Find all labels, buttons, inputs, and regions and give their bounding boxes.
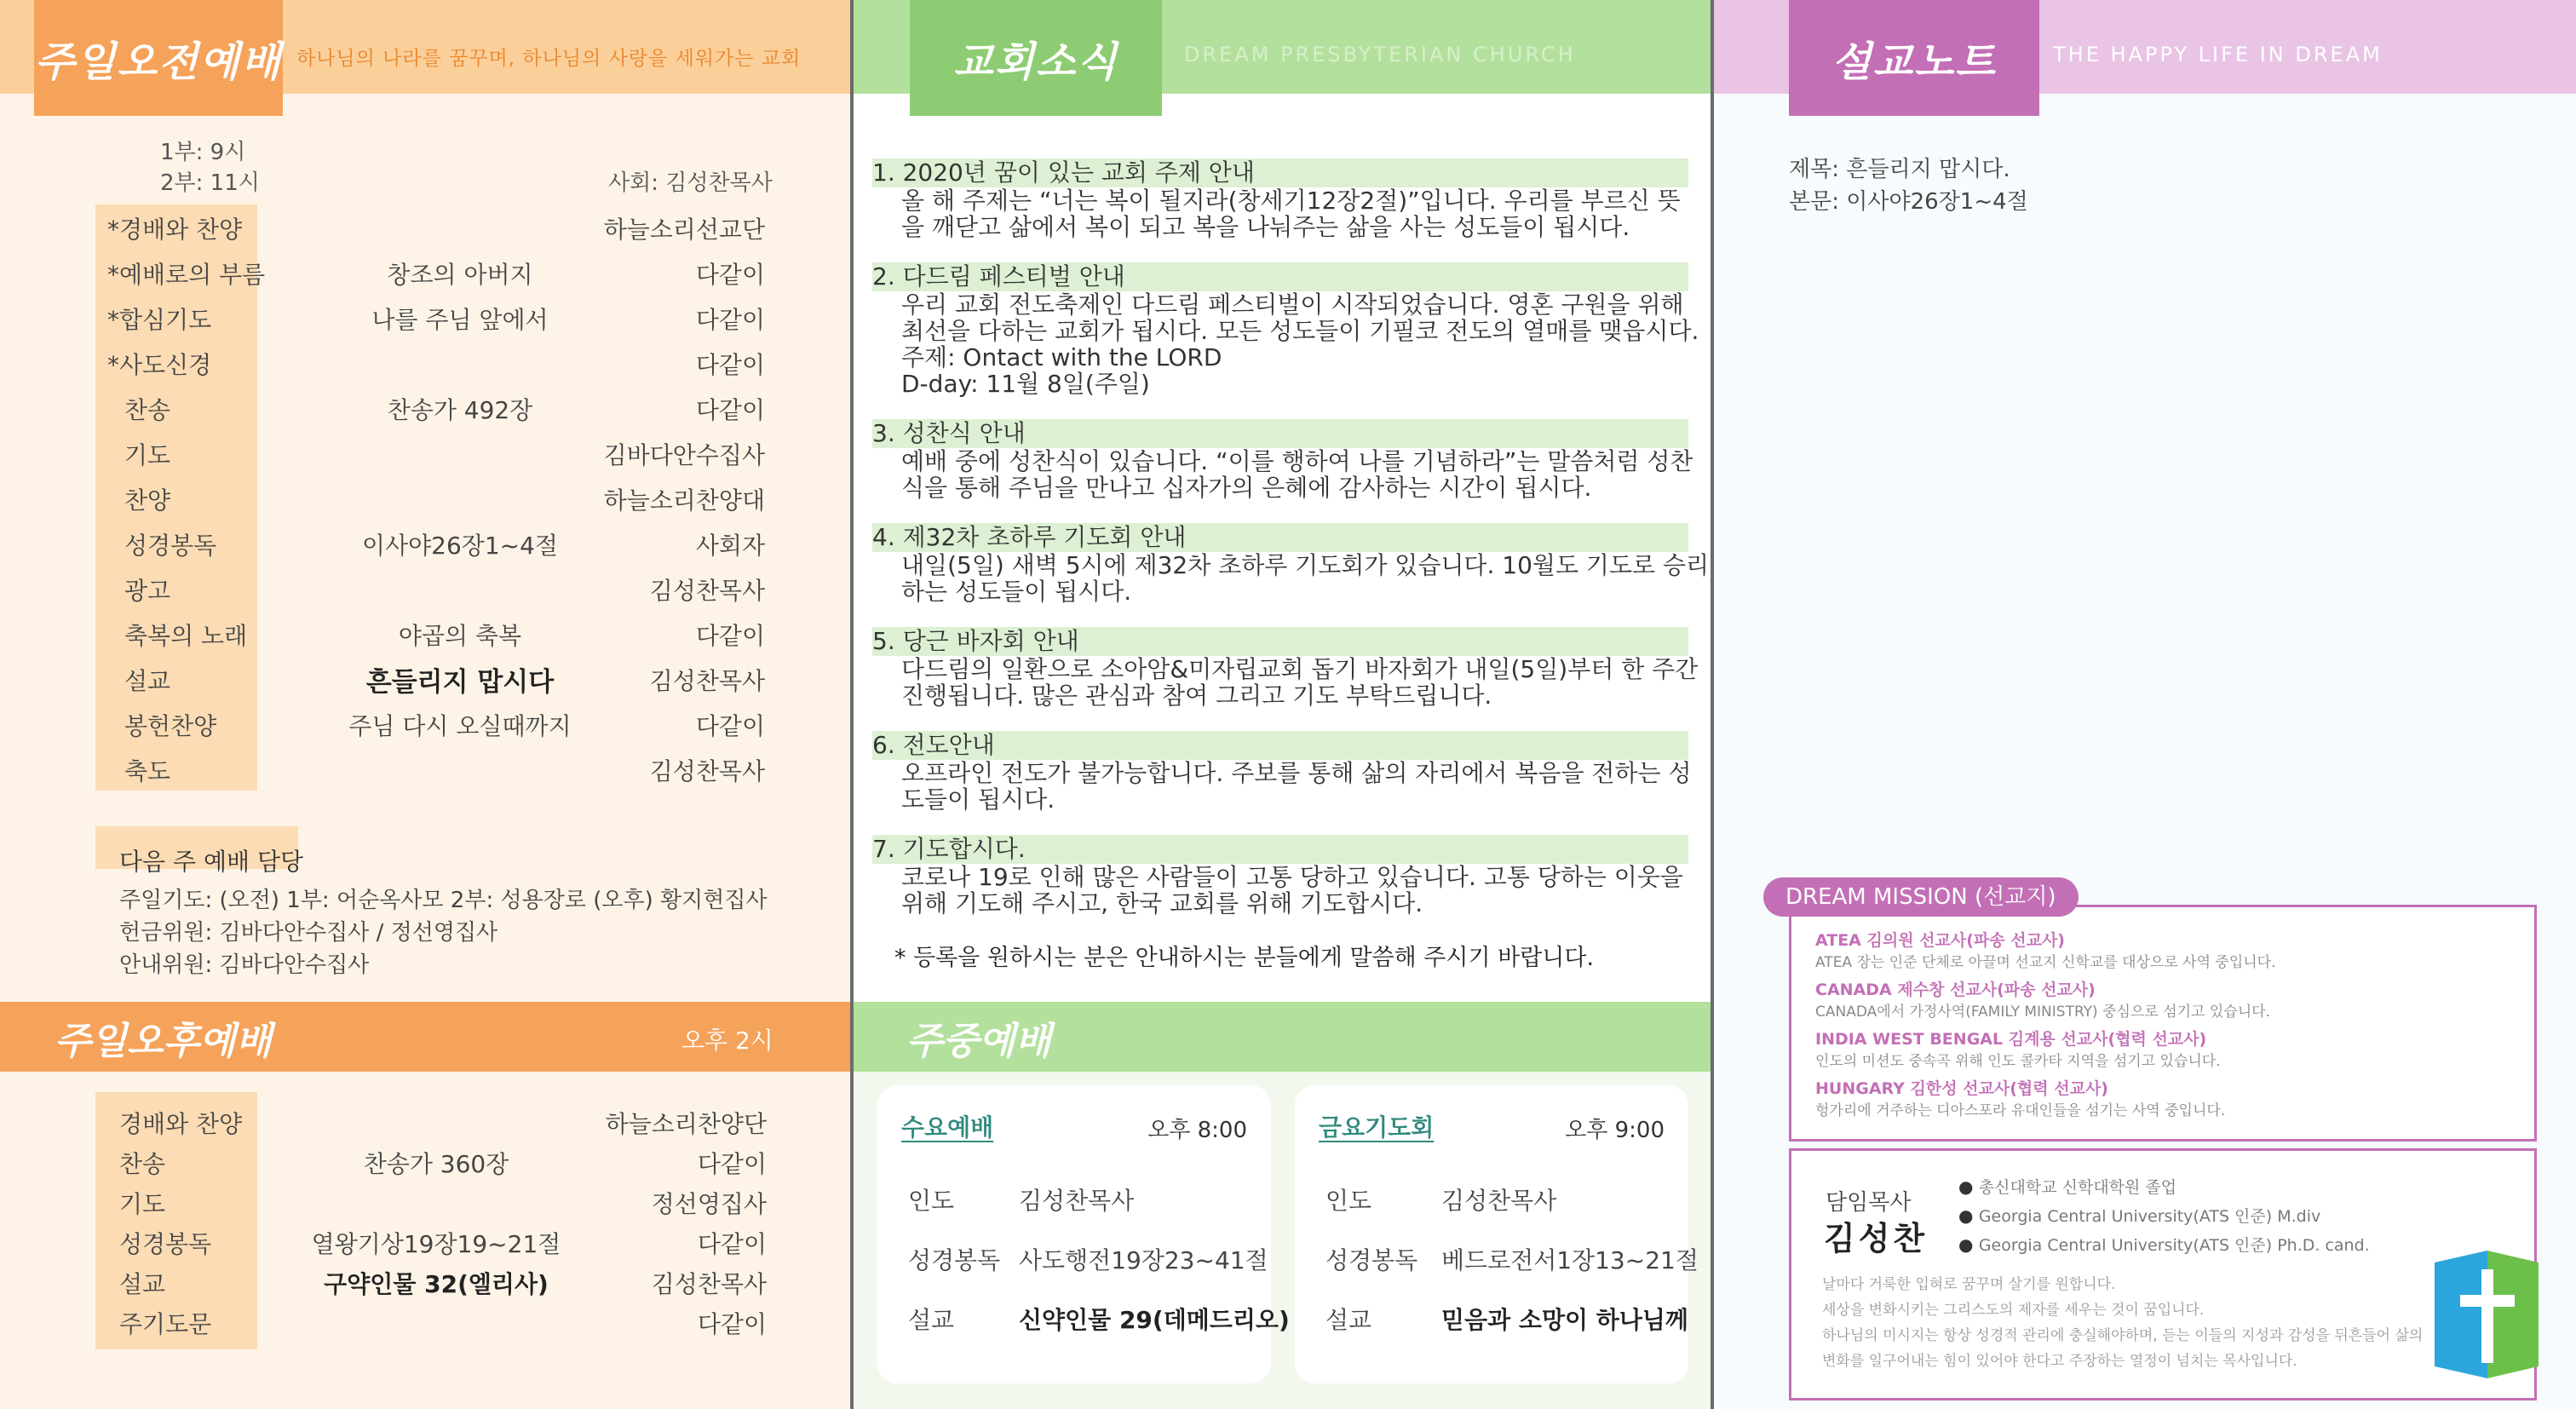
news-line: 위해 기도해 주시고, 한국 교회를 위해 기도합시다.	[901, 889, 1423, 917]
card-row-label: 인도	[1325, 1187, 1372, 1215]
news-line: 진행됩니다. 많은 관심과 참여 그리고 기도 부탁드립니다.	[901, 681, 1492, 710]
news-line: 주제: Ontact with the LORD	[901, 343, 1222, 371]
card-time: 오후 8:00	[1147, 1118, 1247, 1143]
order-content: 창조의 아버지	[387, 261, 533, 289]
pastor-bio-line: 변화를 일구어내는 힘이 있어야 한다고 주장하는 열정이 넘치는 목사입니다.	[1822, 1353, 2297, 1370]
weekday-service-card	[877, 1085, 1290, 1383]
mission-title: CANADA 제수창 선교사(파송 선교사)	[1815, 981, 2096, 999]
pastor-box	[1789, 1148, 2537, 1400]
card-row-value: 베드로전서1장13~21절	[1441, 1246, 1699, 1274]
card-row-value: 믿음과 소망이 하나님께	[1441, 1306, 1688, 1334]
weekday-service-card	[1295, 1085, 1699, 1383]
next-week-line: 안내위원: 김바다안수집사	[119, 952, 370, 978]
mission-description: CANADA에서 가정사역(FAMILY MINISTRY) 중심으로 섬기고 있습니다.	[1815, 1004, 2270, 1021]
card-row-value: 김성찬목사	[1441, 1187, 1557, 1215]
church-news-tab: 교회소식	[910, 0, 1162, 116]
order-item: 찬송	[119, 1150, 166, 1178]
news-line: 내일(5일) 새벽 5시에 제32차 초하루 기도회가 있습니다. 10월도 기도로 승리	[901, 551, 1710, 579]
order-leader: 사회자	[695, 532, 765, 560]
card-row-value: 신약인물 29(데메드리오)	[1019, 1306, 1290, 1334]
order-leader: 정선영집사	[651, 1190, 767, 1218]
mission-box	[1789, 905, 2537, 1142]
order-item: 찬양	[124, 486, 171, 515]
card-row-label: 성경봉독	[1325, 1246, 1418, 1274]
news-title: 4. 제32차 초하루 기도회 안내	[872, 523, 1187, 551]
order-item: 설교	[119, 1270, 166, 1298]
card-title: 수요예배	[901, 1113, 994, 1142]
order-item: 성경봉독	[124, 532, 217, 560]
card-row-label: 설교	[1325, 1306, 1372, 1334]
news-title: 6. 전도안내	[872, 731, 995, 759]
card-row-value: 사도행전19장23~41절	[1019, 1246, 1268, 1274]
order-content: 흔들리지 맙시다	[365, 667, 555, 698]
mission-description: 인도의 미션도 중속곡 위해 인도 콜카타 지역을 섬기고 있습니다.	[1815, 1053, 2221, 1070]
order-leader: 김성찬목사	[649, 667, 765, 695]
news-title: 3. 성찬식 안내	[872, 419, 1026, 447]
order-item: 광고	[124, 577, 171, 605]
order-item: 기도	[119, 1190, 166, 1218]
order-leader: 김성찬목사	[651, 1270, 767, 1298]
order-content: 열왕기상19장19~21절	[311, 1230, 561, 1258]
order-leader: 다같이	[695, 351, 765, 379]
order-content: 이사야26장1~4절	[362, 532, 558, 560]
order-of-worship-panel	[0, 0, 852, 1409]
mission-title: HUNGARY 김한성 선교사(협력 선교사)	[1815, 1079, 2108, 1098]
news-title: 7. 기도합시다.	[872, 835, 1026, 863]
news-line: 을 깨닫고 삶에서 복이 되고 복을 나눠주는 삶을 사는 성도들이 됩시다.	[901, 213, 1630, 241]
news-title: 2. 다드림 페스티벌 안내	[872, 262, 1125, 290]
service-host: 사회: 김성찬목사	[608, 170, 773, 196]
order-leader: 김바다안수집사	[603, 441, 765, 469]
sermon-notes-tab: 설교노트	[1789, 0, 2039, 116]
next-week-title: 다음 주 예배 담당	[119, 848, 304, 876]
card-title: 금요기도회	[1319, 1113, 1435, 1142]
pastor-credential: ● Georgia Central University(ATS 인준) Ph.D. cand.	[1958, 1233, 2370, 1256]
afternoon-service-time: 오후 2시	[681, 1027, 773, 1055]
order-item: 주기도문	[119, 1310, 212, 1338]
mission-title: ATEA 김의원 선교사(파송 선교사)	[1815, 931, 2065, 950]
order-leader: 다같이	[697, 1150, 767, 1178]
pastor-bio-line: 날마다 거룩한 입혀로 꿈꾸며 살기를 원합니다.	[1822, 1276, 2116, 1293]
order-item: *경배와 찬양	[107, 216, 243, 244]
order-item-column-shade	[95, 204, 257, 791]
card-row-label: 인도	[908, 1187, 955, 1215]
pastor-credential: ● Georgia Central University(ATS 인준) M.div	[1958, 1204, 2320, 1227]
order-item: 봉헌찬양	[124, 712, 217, 740]
news-line: 식을 통해 주님을 만나고 십자가의 은혜에 감사하는 시간이 됩시다.	[901, 474, 1592, 502]
news-line: 예배 중에 성찬식이 있습니다. “이를 행하여 나를 기념하라”는 말씀처럼 성찬	[901, 447, 1693, 475]
pastor-bio-line: 하나님의 미시지는 항상 성경적 관리에 충실해야하며, 듣는 이들의 지성과 감성을 뒤흔들어 삶의	[1822, 1327, 2424, 1344]
card-row-label: 설교	[908, 1306, 955, 1334]
order-content: 찬송가 492장	[387, 396, 533, 424]
order-leader: 하늘소리찬양단	[605, 1110, 767, 1138]
card-row-value: 김성찬목사	[1019, 1187, 1135, 1215]
afternoon-service-title: 주일오후예배	[55, 1020, 273, 1063]
order-item: *예배로의 부름	[107, 261, 266, 289]
order-item: *사도신경	[107, 351, 212, 379]
service-time-2: 2부: 11시	[160, 170, 260, 196]
sermon-title: 제목: 흔들리지 맙시다.	[1789, 157, 2010, 182]
order-leader: 다같이	[695, 622, 765, 650]
news-line: 우리 교회 전도축제인 다드림 페스티벌이 시작되었습니다. 영혼 구원을 위해	[901, 290, 1684, 319]
mission-description: ATEA 장는 인준 단체로 아끌며 선교지 신학교를 대상으로 사역 중입니다.	[1815, 954, 2276, 971]
pastor-credential: ● 총신대학교 신학대학원 졸업	[1958, 1175, 2176, 1198]
church-cross-logo	[2435, 1251, 2539, 1378]
news-line: 다드림의 일환으로 소아암&미자립교회 돕기 바자회가 내일(5일)부터 한 주간	[901, 655, 1699, 683]
order-leader: 하늘소리찬양대	[603, 486, 765, 515]
order-leader: 하늘소리선교단	[603, 216, 765, 244]
order-leader: 다같이	[695, 712, 765, 740]
notes-motto: THE HAPPY LIFE IN DREAM	[2053, 43, 2383, 66]
mission-title: INDIA WEST BENGAL 김계용 선교사(협력 선교사)	[1815, 1030, 2207, 1049]
pastor-bio-line: 세상을 변화시키는 그리스도의 제자를 세우는 것이 꿈입니다.	[1822, 1302, 2205, 1319]
order-item: 축복의 노래	[124, 622, 248, 650]
order-item: 경배와 찬양	[119, 1110, 243, 1138]
card-row-label: 성경봉독	[908, 1246, 1001, 1274]
order-item: 설교	[124, 667, 171, 695]
order-content: 나를 주님 앞에서	[371, 306, 549, 334]
next-week-line: 헌금위원: 김바다안수집사 / 정선영집사	[119, 920, 498, 946]
church-motto: 하나님의 나라를 꿈꾸며, 하나님의 사랑을 세워가는 교회	[296, 48, 802, 70]
news-line: D-day: 11월 8일(주일)	[901, 370, 1150, 398]
news-line: 최선을 다하는 교회가 됩시다. 모든 성도들이 기필코 전도의 열매를 맺읍시다.	[901, 317, 1699, 345]
order-leader: 다같이	[697, 1310, 767, 1338]
order-leader: 김성찬목사	[649, 757, 765, 785]
order-leader: 김성찬목사	[649, 577, 765, 605]
mission-badge: DREAM MISSION (선교지)	[1763, 877, 2079, 917]
order-item: 기도	[124, 441, 171, 469]
sermon-scripture: 본문: 이사야26장1~4절	[1789, 189, 2028, 215]
church-news-panel	[854, 0, 1712, 1409]
order-content: 찬송가 360장	[363, 1150, 509, 1178]
pastor-label: 담임목사	[1826, 1190, 1912, 1216]
news-title: 5. 당근 바자회 안내	[872, 627, 1079, 655]
service-time-1: 1부: 9시	[160, 140, 246, 165]
order-content: 구약인물 32(엘리사)	[324, 1270, 549, 1298]
order-content: 야곱의 축복	[398, 622, 522, 650]
pastor-name: 김성찬	[1824, 1220, 1929, 1257]
next-week-line: 주일기도: (오전) 1부: 어순옥사모 2부: 성용장로 (오후) 황지현집사	[119, 888, 768, 913]
order-item: 성경봉독	[119, 1230, 212, 1258]
news-line: 도들이 됩시다.	[901, 785, 1055, 814]
order-item: *합심기도	[107, 306, 212, 334]
news-line: 코로나 19로 인해 많은 사람들이 고통 당하고 있습니다. 고통 당하는 이웃을	[901, 863, 1683, 891]
church-name-en: DREAM PRESBYTERIAN CHURCH	[1184, 43, 1576, 66]
order-leader: 다같이	[695, 306, 765, 334]
morning-service-tab: 주일오전예배	[34, 0, 283, 116]
card-time: 오후 9:00	[1565, 1118, 1665, 1143]
news-line: 하는 성도들이 됩시다.	[901, 578, 1132, 606]
news-title: 1. 2020년 꿈이 있는 교회 주제 안내	[872, 158, 1255, 187]
news-line: 올 해 주제는 “너는 복이 될지라(창세기12장2절)”입니다. 우리를 부르신 뜻	[901, 187, 1681, 215]
mission-description: 헝가리에 거주하는 디아스포라 유대인들을 섬기는 사역 중입니다.	[1815, 1102, 2226, 1119]
order-leader: 다같이	[695, 261, 765, 289]
weekday-service-title: 주중예배	[906, 1020, 1052, 1063]
registration-notice: * 등록을 원하시는 분은 안내하시는 분들에게 말씀해 주시기 바랍니다.	[894, 945, 1595, 971]
order-item: 찬송	[124, 396, 171, 424]
order-content: 주님 다시 오실때까지	[348, 712, 572, 740]
order-item: 축도	[124, 757, 171, 785]
news-line: 오프라인 전도가 불가능합니다. 주보를 통해 삶의 자리에서 복음을 전하는 성	[901, 759, 1692, 787]
order-leader: 다같이	[697, 1230, 767, 1258]
order-leader: 다같이	[695, 396, 765, 424]
